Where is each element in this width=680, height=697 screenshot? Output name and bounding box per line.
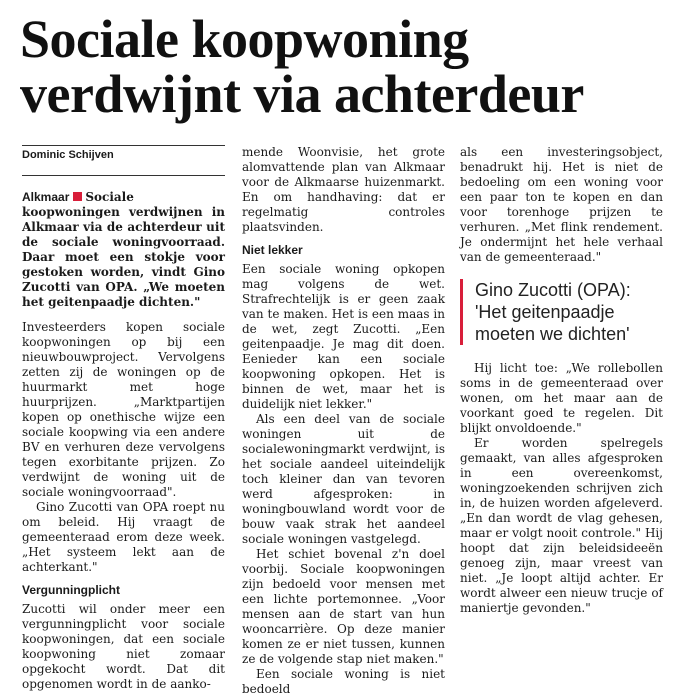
body-paragraph: Er worden spelregels gemaakt, van alles afgesproken in een overeenkomst, woningzoekenden schrijven zich in, de huizen worden afgeleverd. „En dan wordt de vlag gehesen, maar er volgt nooit controle." Hij hoopt dat zijn beleidsideeën genoeg zijn, maar vreest van niet. „Je loopt altijd achter. Er wordt alweer een nieuw trucje of maniertje gevonden." (460, 436, 663, 615)
body-paragraph: Een sociale woning is niet bedoeld (242, 667, 445, 696)
dateline: Alkmaar (22, 190, 70, 204)
headline-line-2: verdwijnt via achterdeur (20, 64, 584, 124)
red-square-icon (73, 192, 82, 201)
lead-text: Sociale koopwoningen verdwijnen in Alkmaar via de achterdeur uit de sociale woningvoorraad. Daar moet een stokje voor gestoken worden, vindt Gino Zucotti van OPA. „We moeten het geitenpaadje dichten." (22, 190, 225, 309)
article-column-1 (22, 145, 225, 692)
body-paragraph: Zucotti wil onder meer een vergunningplicht voor sociale koopwoningen, dat een sociale koopwoning niet zomaar opgekocht wordt. Dat dit opgenomen wordt in de aanko- (22, 602, 225, 691)
pull-quote-line-3: moeten we dichten' (475, 324, 630, 344)
headline (20, 9, 670, 124)
pull-quote-line-1: Gino Zucotti (OPA): (475, 280, 631, 300)
article-column-2 (242, 145, 445, 697)
byline: Dominic Schijven (22, 145, 225, 163)
subhead-niet-lekker: Niet lekker (242, 243, 303, 257)
byline-divider (22, 175, 225, 176)
body-paragraph: Een sociale woning opkopen mag volgens de wet. Strafrechtelijk is er geen zaak van te maken. Het is een maas in de wet, zegt Zucotti. „Een geitenpaadje. Je mag dit doen. Eenieder kan een sociale koopwoning opkopen. Het is binnen de wet, maar het is duidelijk niet lekker." (242, 262, 445, 411)
body-paragraph: mende Woonvisie, het grote alomvattende plan van Alkmaar voor de Alkmaarse huizenmarkt. En om handhaving: dat er regelmatig controles plaatsvinden. (242, 145, 445, 234)
pull-quote (460, 279, 663, 345)
body-paragraph: Hij licht toe: „We rollebollen soms in de gemeenteraad over wonen, om het maar aan de voorkant goed te regelen. Dit blijkt onvoldoende." (460, 361, 663, 435)
lead-paragraph (22, 190, 225, 310)
subhead-vergunningplicht: Vergunningplicht (22, 583, 120, 597)
body-paragraph: Het schiet bovenal z'n doel voorbij. Sociale koopwoningen zijn bedoeld voor mensen met een lichte portemonnee. „Voor mensen aan de start van hun wooncarrière. Op deze manier komen ze er niet tussen, kunnen ze de volgende stap niet maken." (242, 547, 445, 666)
body-paragraph: Als een deel van de sociale woningen uit de socialewoningmarkt verdwijnt, is het sociale aandeel uiteindelijk toch kleiner dan van tevoren werd afgesproken: in woningbouwland wordt voor de bouw vaak strak het aandeel sociale woningen vastgelegd. (242, 412, 445, 546)
body-paragraph: Investeerders kopen sociale koopwoningen op bij een nieuwbouwproject. Vervolgens zetten zij de woningen op de huurmarkt met hoge huurprijzen. „Marktpartijen kopen op onethische wijze een sociale koopwing via een andere BV en verhuren deze vervolgens tegen exorbitante prijzen. Zo verdwijnt de woning uit de sociale woningvoorraad". (22, 320, 225, 499)
pull-quote-line-2: 'Het geitenpaadje (475, 302, 615, 322)
body-paragraph: als een investeringsobject, benadrukt hij. Het is niet de bedoeling om een woning voor een paar ton te kopen en dan voor torenhoge prijzen te verhuren. „Met flink rendement. Je ondermijnt het hele verhaal van de gemeenteraad." (460, 145, 663, 264)
headline-line-1: Sociale koopwoning (20, 9, 469, 69)
body-paragraph: Gino Zucotti van OPA roept nu om beleid. Hij vraagt de gemeenteraad erom deze week. „Het systeem lekt aan de achterkant." (22, 500, 225, 574)
article-column-3 (460, 145, 663, 616)
